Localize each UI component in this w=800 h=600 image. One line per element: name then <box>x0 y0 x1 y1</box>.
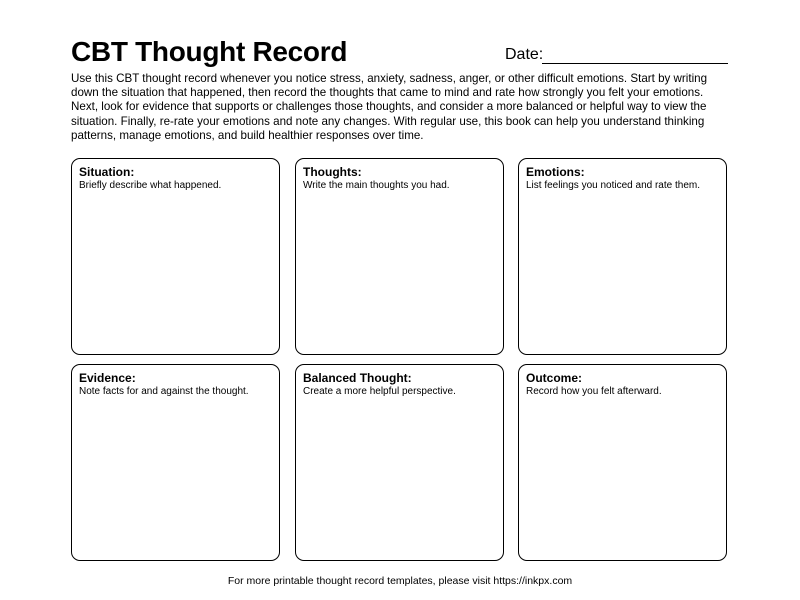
emotions-description: List feelings you noticed and rate them. <box>526 180 700 191</box>
balanced-thought-description: Create a more helpful perspective. <box>303 386 456 397</box>
date-field-line[interactable] <box>542 63 728 64</box>
date-label: Date: <box>505 46 544 63</box>
outcome-title: Outcome: <box>526 371 583 385</box>
thoughts-title: Thoughts: <box>303 165 362 179</box>
intro-paragraph: Use this CBT thought record whenever you notice stress, anxiety, sadness, anger, or other difficult emotions. Start by writing down the situation that happened, then record the thoughts that came to mind and rate how strongly you felt your emotions. Next, look for evidence that supports or challenges those thoughts, and consider a more balanced or helpful way to view the situation. Finally, re-rate your emotions and note any changes. With regular use, this book can help you understand thinking patterns, manage emotions, and build healthier responses over time. <box>71 72 708 142</box>
balanced-thought-title: Balanced Thought: <box>303 371 412 385</box>
situation-box[interactable] <box>71 158 280 355</box>
outcome-description: Record how you felt afterward. <box>526 386 662 397</box>
evidence-title: Evidence: <box>79 371 136 385</box>
emotions-title: Emotions: <box>526 165 585 179</box>
evidence-description: Note facts for and against the thought. <box>79 386 249 397</box>
footer-note: For more printable thought record templates, please visit https://inkpx.com <box>227 575 573 587</box>
situation-description: Briefly describe what happened. <box>79 180 222 191</box>
thoughts-box[interactable] <box>295 158 504 355</box>
emotions-box[interactable] <box>518 158 727 355</box>
thoughts-description: Write the main thoughts you had. <box>303 180 450 191</box>
outcome-box[interactable] <box>518 364 727 561</box>
situation-title: Situation: <box>79 165 135 179</box>
balanced-thought-box[interactable] <box>295 364 504 561</box>
evidence-box[interactable] <box>71 364 280 561</box>
page-title: CBT Thought Record <box>71 36 348 67</box>
